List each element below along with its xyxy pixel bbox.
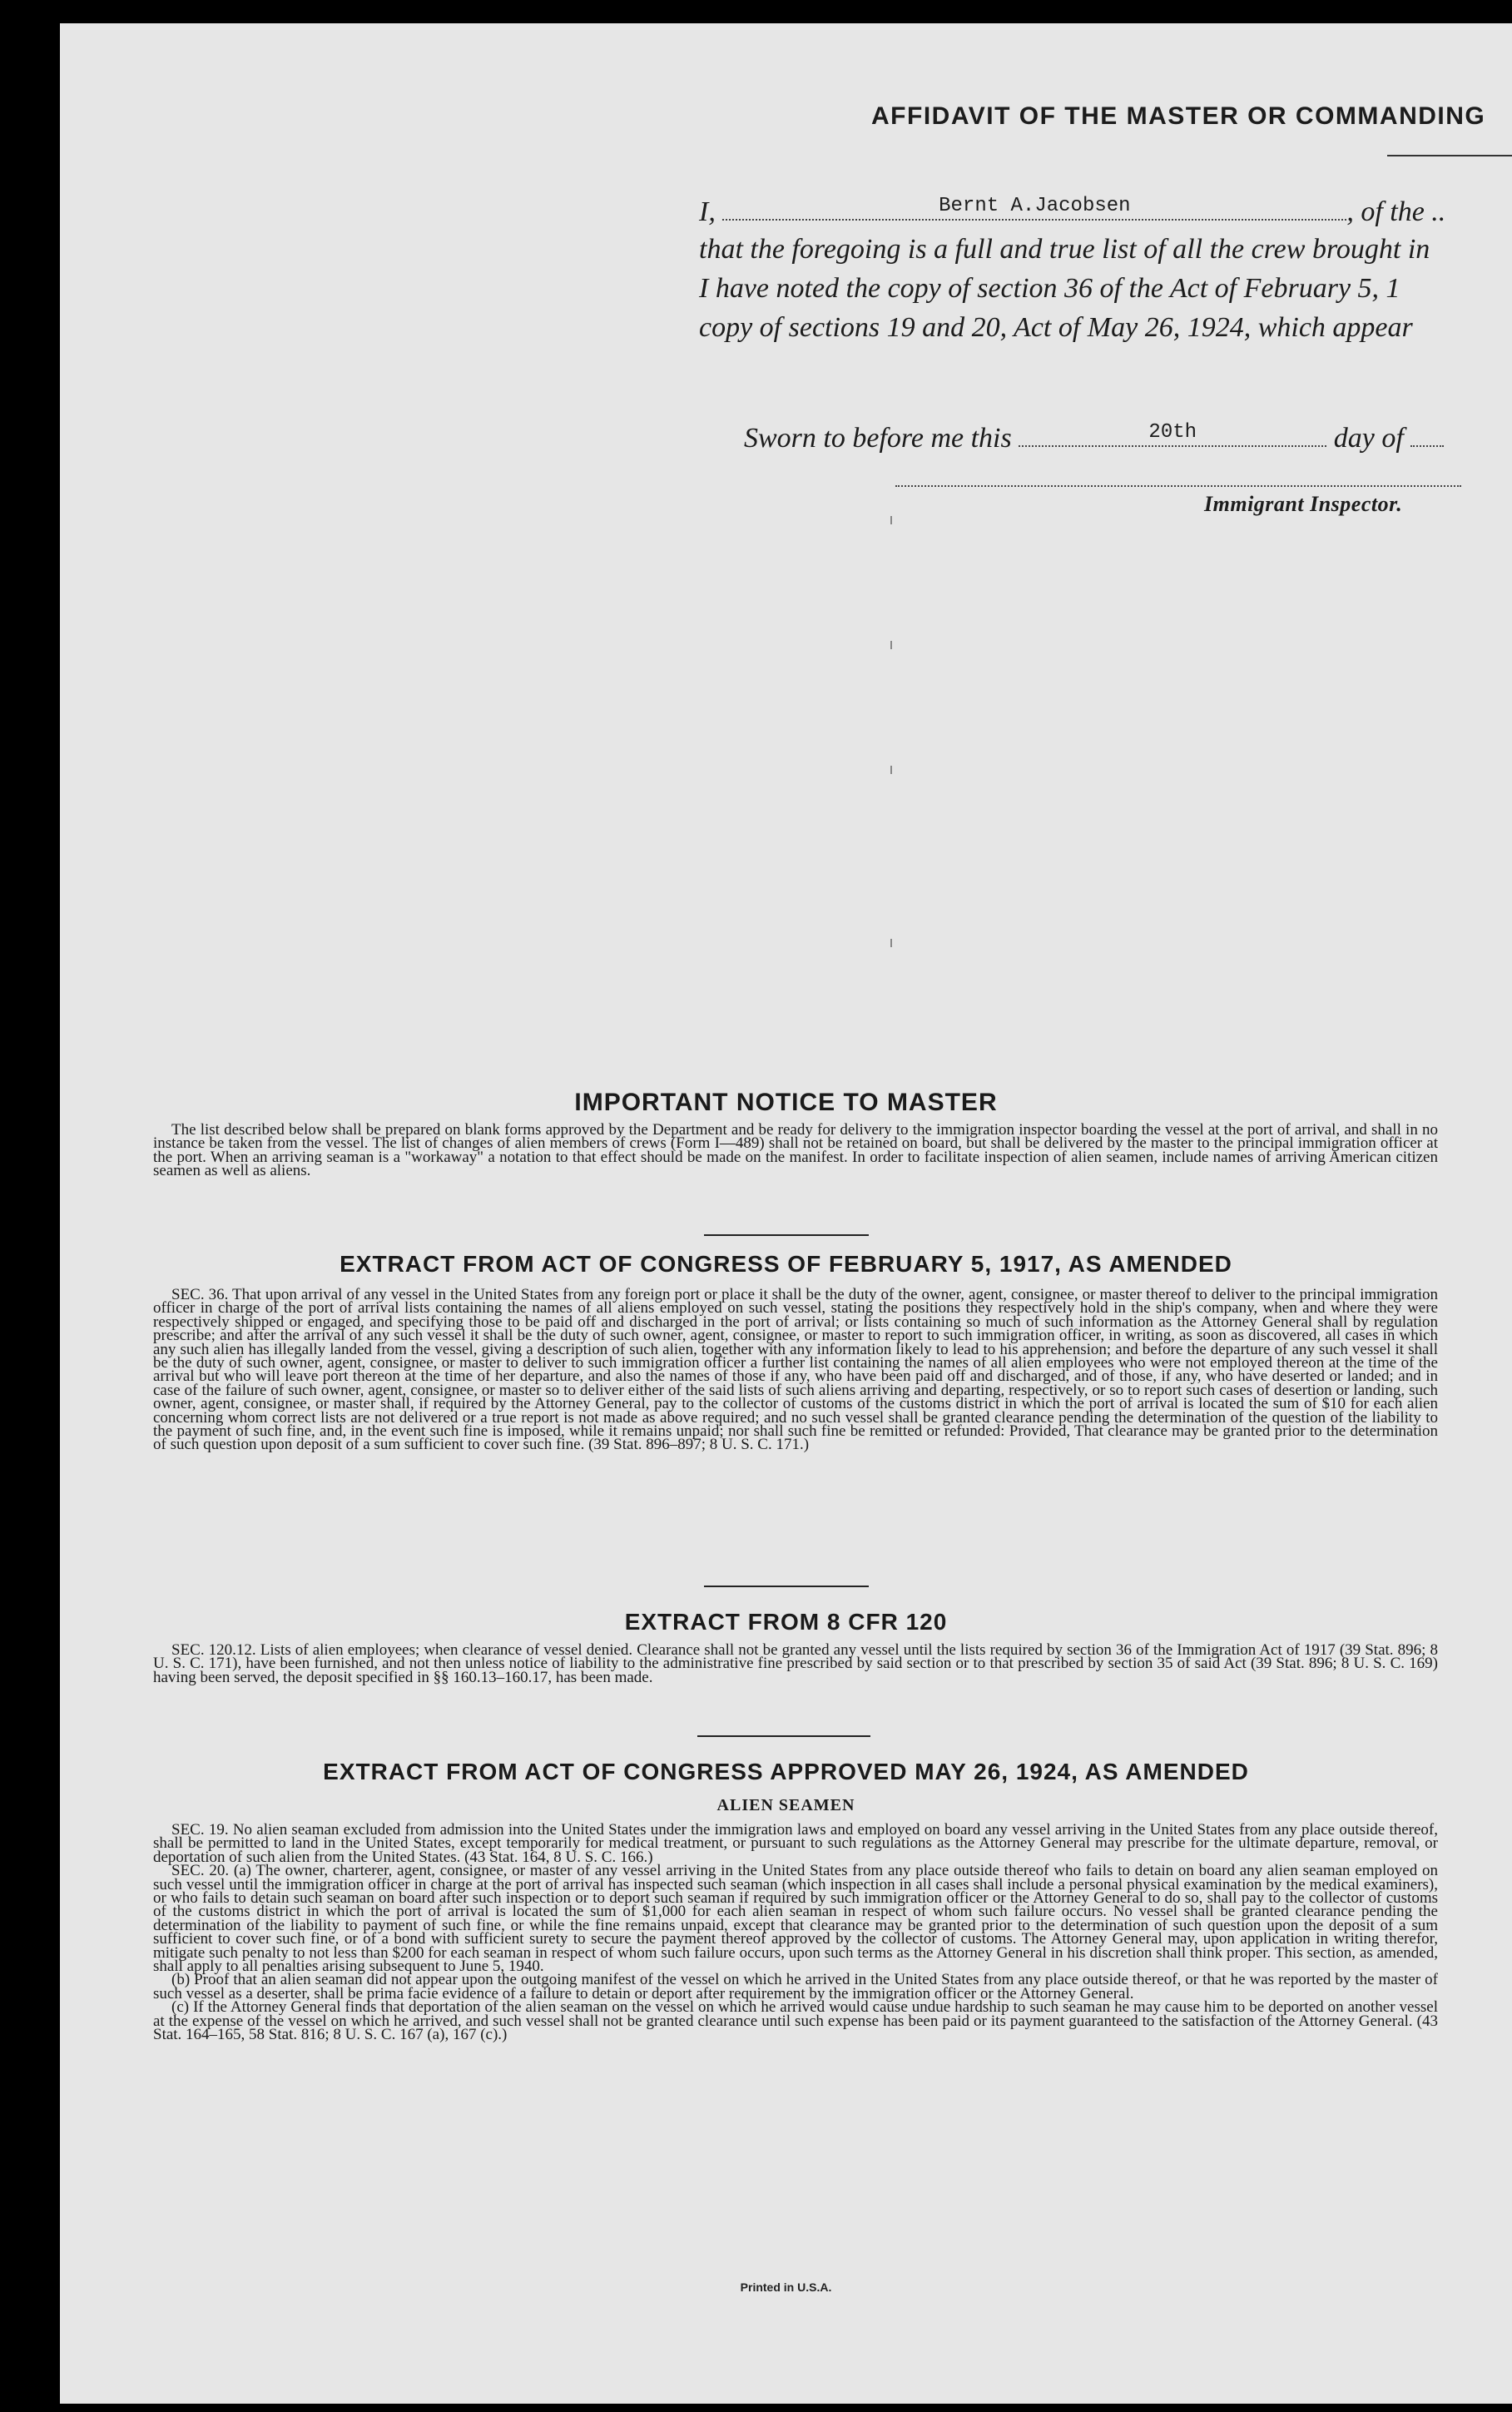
fold-mark xyxy=(890,939,892,947)
affidavit-of-the: , of the .. xyxy=(1346,196,1446,227)
inspector-label: Immigrant Inspector. xyxy=(1204,492,1403,516)
section-divider xyxy=(697,1735,870,1737)
affidavit-i-prefix: I, xyxy=(699,196,716,227)
section-divider xyxy=(704,1234,869,1236)
alien-seamen-subheading: ALIEN SEAMEN xyxy=(716,1796,855,1814)
sworn-line xyxy=(744,423,1444,454)
sec-20a-paragraph: SEC. 20. (a) The owner, charterer, agent, consignee, or master of any vessel arriving in the United States from any place outside thereof who fails to detain on board any alien seaman employed on such vessel until the immigration officer in charge at the port of arrival has inspected such seaman (which inspection in all cases shall include a personal physical examination by the medical examiners), or who fails to detain such seaman on board after such inspection or to deport such seaman if required by such immigration officer or the Attorney General to do so, shall pay to the collector of customs of the customs district in which the port of arrival is located the sum of $1,000 for each alien seaman in respect of whom such failure occurs. No vessel shall be granted clearance pending the determination of the liability to payment of such fine, or while the fine remains unpaid, except that clearance may be granted prior to the determination of such question upon the deposit of a sum sufficient to cover such fine, or of a bond with sufficient surety to secure the payment thereof approved by the collector of customs. The Attorney General may, upon application in writing therefor, mitigate such penalty to not less than $200 for each seaman in respect of whom such failure occurs, upon such terms as the Attorney General in his discretion shall think proper. This section, as amended, shall apply to all penalties arising subsequent to June 5, 1940. xyxy=(153,1862,1438,1976)
sworn-month-field xyxy=(1410,425,1444,447)
affidavit-title: AFFIDAVIT OF THE MASTER OR COMMANDING xyxy=(871,102,1486,130)
sworn-suffix: day of xyxy=(1333,423,1404,454)
fold-mark xyxy=(890,516,892,524)
affidavit-line-4: copy of sections 19 and 20, Act of May 26, 1924, which appear xyxy=(699,312,1413,343)
sec-20b-paragraph: (b) Proof that an alien seaman did not appear upon the outgoing manifest of the vessel on which he arrived in the United States from any place outside thereof, or that he was reported by the master of such vessel as a deserter, shall be prima facie evidence of a failure to detain or deport after requirement by the immigration officer or the Attorney General. xyxy=(153,1971,1438,2003)
cfr-heading: EXTRACT FROM 8 CFR 120 xyxy=(624,1609,948,1635)
fold-mark xyxy=(890,766,892,774)
sec-20c-paragraph: (c) If the Attorney General finds that deportation of the alien seaman on the vessel on which he arrived would cause undue hardship to such seaman he may cause him to be deported on another vessel at the expense of the vessel on which he arrived, and such vessel shall not be granted clearance until such expense has been paid or its payment guaranteed to the satisfaction of the Attorney General. (43 Stat. 164–165, 58 Stat. 816; 8 U. S. C. 167 (a), 167 (c).) xyxy=(153,1998,1438,2044)
master-name-field xyxy=(722,195,1346,221)
cfr-text: SEC. 120.12. Lists of alien employees; when clearance of vessel denied. Clearance shall not be granted any vessel until the lists required by section 36 of the Immigration Act of 1917 (39 Stat. 896; 8 U. S. C. 171), have been furnished, and not then unless notice of liability to the administrative fine prescribed by said section or to that prescribed by section 35 of said Act (39 Stat. 896; 8 U. S. C. 169) having been served, the deposit specified in §§ 160.13–160.17, has been made. xyxy=(153,1641,1438,1686)
affidavit-title-rule xyxy=(1387,155,1512,156)
sec-19-paragraph: SEC. 19. No alien seaman excluded from admission into the United States under the immigration laws and employed on board any vessel arriving in the United States from any place outside thereof, shall be permitted to land in the United States, except temporarily for medical treatment, or pursuant to such regulations as the Attorney General may prescribe for the ultimate departure, removal, or deportation of such alien from the United States. (43 Stat. 164, 8 U. S. C. 166.) xyxy=(153,1821,1438,1866)
document-page xyxy=(60,23,1512,2404)
sworn-day-value: 20th xyxy=(1148,421,1197,444)
fold-mark xyxy=(890,641,892,649)
affidavit-line-3: I have noted the copy of section 36 of the Act of February 5, 1 xyxy=(699,273,1400,304)
extract-1917-text: SEC. 36. That upon arrival of any vessel in the United States from any foreign port or place it shall be the duty of the owner, agent, consignee, or master thereof to deliver to the principal immigration officer in charge of the port of arrival lists containing the names of all aliens employed on such vessel, stating the positions they respectively hold in the ship's company, when and where they were respectively shipped or engaged, and specifying those to be paid off and discharged in the port of arrival; or lists containing so much of such information as the Attorney General shall by regulation prescribe; and after the arrival of any such vessel it shall be the duty of such owner, agent, consignee, or master to report to such immigration officer, in writing, as soon as discovered, all cases in which any such alien has illegally landed from the vessel, giving a description of such alien, together with any information likely to lead to his apprehension; and before the departure of any such vessel it shall be the duty of such owner, agent, consignee, or master to deliver to such immigration officer a further list containing the names of all alien employees who were not employed thereon at the time of the arrival but who will leave port thereon at the time of her departure, and also the names of those if any, who have been paid off and discharged, and of those, if any, who have deserted or landed; and in case of the failure of such owner, agent, consignee, or master so to deliver either of the said lists of such aliens arriving and departing, respectively, or so to report such cases of desertion or landing, such owner, agent, consignee, or master shall, if required by the Attorney General, pay to the collector of customs of the customs district in which the port of arrival is located the sum of $10 for each alien concerning whom correct lists are not delivered or a true report is not made as above required; and no such vessel shall be granted clearance pending the determination of the question of the liability to the payment of such fine, and, in the event such fine is imposed, while it remains unpaid; nor shall such fine be remitted or refunded: Provided, That clearance may be granted prior to the determination of such question upon deposit of a sum sufficient to cover such fine. (39 Stat. 896–897; 8 U. S. C. 171.) xyxy=(153,1286,1438,1454)
inspector-signature-line xyxy=(895,485,1461,487)
extract-1924-body xyxy=(153,1821,1438,2044)
extract-1917-heading: EXTRACT FROM ACT OF CONGRESS OF FEBRUARY 5, 1917, AS AMENDED xyxy=(340,1251,1232,1277)
printed-in-usa: Printed in U.S.A. xyxy=(740,2280,832,2294)
master-name-value: Bernt A.Jacobsen xyxy=(939,195,1131,217)
notice-heading: IMPORTANT NOTICE TO MASTER xyxy=(574,1089,998,1116)
section-divider xyxy=(704,1586,869,1587)
affidavit-name-line xyxy=(699,196,1445,228)
extract-1924-heading: EXTRACT FROM ACT OF CONGRESS APPROVED MAY 26, 1924, AS AMENDED xyxy=(323,1759,1249,1784)
notice-text: The list described below shall be prepared on blank forms approved by the Department and be ready for delivery to the immigration inspector boarding the vessel at the port of arrival, and shall in no instance be taken from the vessel. The list of changes of alien members of crews (Form I—489) shall not be retained on board, but shall be delivered by the master to the principal immigration officer at the port. When an arriving seaman is a "workaway" a notation to that effect should be made on the manifest. In order to facilitate inspection of alien seamen, include names of arriving American citizen seamen as well as aliens. xyxy=(153,1121,1438,1180)
affidavit-line-2: that the foregoing is a full and true list of all the crew brought in xyxy=(699,234,1430,265)
sworn-prefix: Sworn to before me this xyxy=(744,423,1012,454)
sworn-day-field xyxy=(1019,421,1326,447)
